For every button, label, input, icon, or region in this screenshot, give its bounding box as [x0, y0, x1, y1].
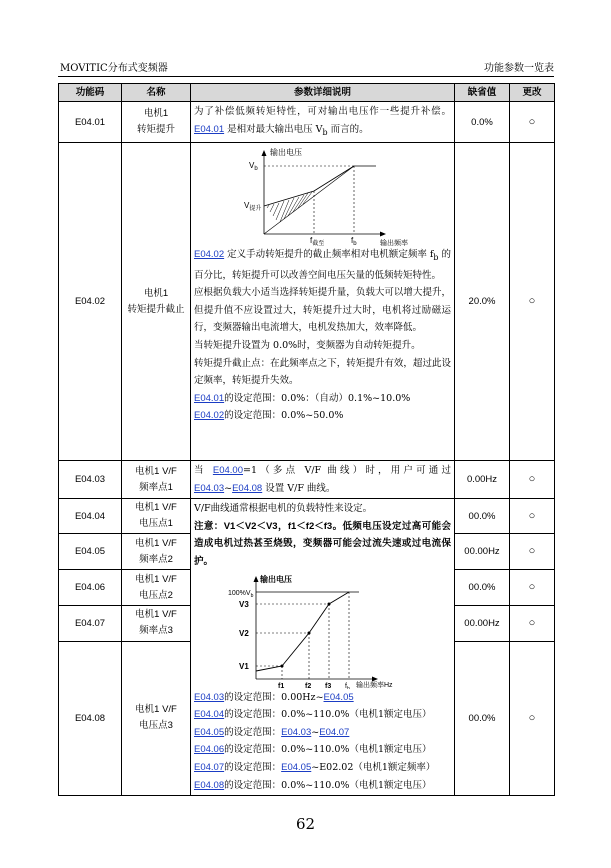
svg-text:100%Vb: $100\%V_b$: [228, 589, 254, 599]
param-default: 00.00Hz: [455, 606, 510, 642]
desc-paragraph: 应根据负载大小适当选择转矩提升量，负载大可以增大提升，但提升值不应设置过大，转矩提升过大时，电机将过励磁运行，变频器输出电流增大，电机发热加大，效率降低。: [194, 287, 451, 334]
param-name: 电机1 V/F 频率点2: [122, 533, 191, 570]
fig1-x-label: 输出频率: [380, 240, 408, 247]
fig1-fb: f: [351, 236, 354, 246]
param-code: E04.05: [59, 533, 122, 570]
header-title: MOVITIC分布式变频器: [60, 63, 168, 74]
fig2-v3: V3: [239, 599, 249, 609]
header-section: 功能参数一览表: [484, 63, 554, 74]
col-header-change: 更改: [510, 84, 555, 102]
param-code: E04.02: [59, 143, 122, 461]
param-change: ○: [510, 533, 555, 570]
link-e0405[interactable]: E04.05: [194, 726, 225, 738]
param-code: E04.01: [59, 102, 122, 143]
parameter-table: [58, 83, 555, 796]
link-e0408[interactable]: E04.08: [194, 779, 225, 791]
param-change: ○: [510, 143, 555, 461]
link-e0408[interactable]: E04.08: [232, 482, 263, 494]
link-e0402[interactable]: E04.02: [194, 249, 225, 261]
col-header-name: 名称: [122, 84, 191, 102]
fig1-vb: V: [249, 161, 255, 171]
page-number: 62: [295, 815, 316, 833]
fig2-x-label: 输出频率Hz: [356, 681, 393, 689]
table-row: [59, 461, 555, 499]
fig2-f1: f1: [278, 682, 285, 689]
param-code: E04.08: [59, 641, 122, 796]
param-name: 电机1 V/F 频率点3: [122, 606, 191, 642]
param-default: 20.0%: [455, 143, 510, 461]
param-desc-vf: V/F曲线通常根据电机的负载特性来设定。 注意：V1＜V2＜V3，f1＜f2＜f3。低频电压设定过高可能会造成电机过热甚至烧毁，变频器可能会过流失速或过电流保护。 输出电压 $100\%V_b$ V3 V2 V1 f1 f2 f3 $f_b$ 输出频率Hz E04.03的设定范围：0.00Hz~E04.05 E04.04的设定范围：0.0%~110.0%（电机1额定电压） E04.05的设定范围：E04.03~E04.07 E04.06的设定范围：0.0%~110.0%（电机1额定电压） E04.07的设定范围：E04.05~E02.02（电机1额定频率） E04.08的设定范围：0.0%~110.0%（电机1额定电压）: [191, 499, 455, 796]
fig2-f2: f2: [305, 682, 312, 689]
table-header-row: [59, 84, 555, 102]
vf-curve-figure: [194, 571, 452, 689]
param-default: 00.0%: [455, 499, 510, 534]
param-change: ○: [510, 461, 555, 499]
link-e0407[interactable]: E04.07: [319, 726, 350, 738]
fig1-fcut: f: [310, 236, 313, 246]
param-desc: 输出电压 $V_b$ $V_{提升}$ $f_{截至}$ $f_b$ 输出频率 E04.02 定义手动转矩提升的截止频率相对电机额定频率 $f_b$ 的百分比，转矩提升可以改善空间电压矢量的低频转矩特性。 应根据负载大小适当选择转矩提升量，负载大可以增大提升，但提升值不应设置过大，转矩提升过大时，电机将过励磁运行，变频器输出电流增大，电机发热加大，效率降低。 当转矩提升设置为 0.0%时，变频器为自动转矩提升。 转矩提升截止点：在此频率点之下，转矩提升有效，超过此设定频率，转矩提升失效。 E04.01的设定范围：0.0%：（自动）0.1%~10.0% E04.02的设定范围：0.0%~50.0%: [191, 143, 455, 461]
fig2-f3: f3: [325, 682, 332, 689]
link-e0401[interactable]: E04.01: [194, 392, 225, 404]
param-default: 00.00Hz: [455, 533, 510, 570]
link-e0402[interactable]: E04.02: [194, 410, 225, 422]
fig2-y-label: 输出电压: [260, 574, 292, 584]
col-header-desc: 参数详细说明: [191, 84, 455, 102]
svg-text:f截至: $f_{截至}$: [310, 236, 325, 247]
param-name: 电机1 转矩提升: [122, 102, 191, 143]
link-e0407[interactable]: E04.07: [194, 762, 225, 774]
warning-note: 注意：V1＜V2＜V3，f1＜f2＜f3。低频电压设定过高可能会造成电机过热甚至烧毁，变频器可能会过流失速或过电流保护。: [194, 520, 451, 568]
param-code: E04.06: [59, 570, 122, 606]
svg-text:fb: $f_b$: [351, 236, 357, 247]
fig2-v100: 100%V: [228, 589, 251, 597]
link-e0405[interactable]: E04.05: [323, 691, 354, 703]
svg-text:V提升: $V_{提升}$: [244, 201, 262, 213]
table-row: [59, 143, 555, 461]
link-e0403[interactable]: E04.03: [281, 726, 312, 738]
param-name: 电机1 V/F 电压点2: [122, 570, 191, 606]
param-code: E04.03: [59, 461, 122, 499]
param-change: ○: [510, 641, 555, 796]
table-row: [59, 499, 555, 534]
param-change: ○: [510, 102, 555, 143]
param-change: ○: [510, 570, 555, 606]
desc-paragraph: 当转矩提升设置为 0.0%时，变频器为自动转矩提升。: [194, 339, 421, 351]
param-code: E04.04: [59, 499, 122, 534]
col-header-code: 功能码: [59, 84, 122, 102]
param-name: 电机1 V/F 电压点1: [122, 499, 191, 534]
param-default: 00.0%: [455, 570, 510, 606]
desc-paragraph: V/F曲线通常根据电机的负载特性来设定。: [194, 503, 373, 515]
fig2-v2: V2: [239, 628, 249, 638]
desc-paragraph: 转矩提升截止点：在此频率点之下，转矩提升有效，超过此设定频率，转矩提升失效。: [194, 357, 451, 387]
link-e0404[interactable]: E04.04: [194, 709, 225, 721]
fig2-fb: f: [345, 682, 347, 689]
param-default: 0.0%: [455, 102, 510, 143]
param-default: 00.0%: [455, 641, 510, 796]
link-e0403[interactable]: E04.03: [194, 691, 225, 703]
col-header-default: 缺省值: [455, 84, 510, 102]
link-e0406[interactable]: E04.06: [194, 744, 225, 756]
param-desc: 当 E04.00=1（多点 V/F 曲线）时，用户可通过 E04.03~E04.08 设置 V/F 曲线。: [191, 461, 455, 499]
fig1-y-label: 输出电压: [270, 148, 302, 158]
link-e0400[interactable]: E04.00: [212, 465, 244, 477]
param-code: E04.07: [59, 606, 122, 642]
table-row: [59, 102, 555, 143]
param-change: ○: [510, 606, 555, 642]
header-rule: [58, 76, 554, 77]
param-change: ○: [510, 499, 555, 534]
link-e0401[interactable]: E04.01: [194, 123, 225, 135]
param-name: 电机1 转矩提升截止: [122, 143, 191, 461]
svg-text:Vb: $V_b$: [249, 161, 258, 173]
fig1-vt: V: [244, 201, 250, 211]
param-name: 电机1 V/F 电压点3: [122, 641, 191, 796]
torque-boost-figure: [194, 146, 452, 246]
link-e0405[interactable]: E04.05: [281, 762, 312, 774]
param-desc: 为了补偿低频转矩特性，可对输出电压作一些提升补偿。E04.01 是相对最大输出电压 $V_b$ 而言的。: [191, 102, 455, 143]
fig2-v1: V1: [239, 661, 249, 671]
svg-text:fb: $f_b$: [345, 682, 350, 689]
link-e0403[interactable]: E04.03: [194, 482, 225, 494]
param-default: 0.00Hz: [455, 461, 510, 499]
param-name: 电机1 V/F 频率点1: [122, 461, 191, 499]
